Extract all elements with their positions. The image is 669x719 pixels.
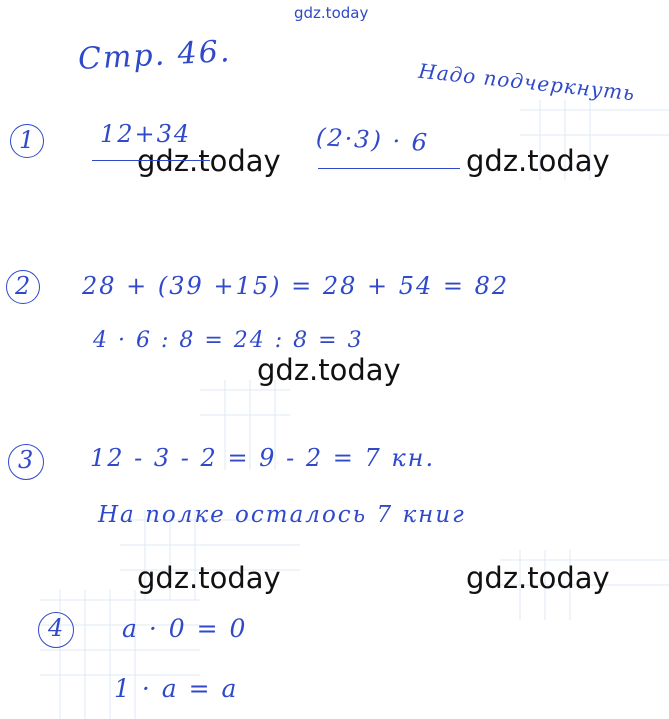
note-top-right: Надо подчеркнуть — [417, 58, 637, 106]
task2-line2: 4 · 6 : 8 = 24 : 8 = 3 — [93, 328, 364, 353]
underline — [92, 160, 210, 161]
watermark: gdz.today — [257, 353, 401, 387]
page-header: Стр. 46. — [77, 34, 233, 77]
task3-number: 3 — [18, 446, 36, 474]
task2-line1: 28 + (39 +15) = 28 + 54 = 82 — [82, 272, 510, 300]
watermark: gdz.today — [137, 144, 281, 178]
task4-line2: 1 · a = a — [114, 674, 239, 703]
task1-expr-b: (2·3) · 6 — [315, 123, 430, 157]
task3-line2: На полке осталось 7 книг — [98, 502, 466, 528]
task2-number: 2 — [15, 272, 33, 300]
task4-number: 4 — [48, 614, 66, 642]
underline — [318, 168, 460, 169]
watermark: gdz.today — [466, 561, 610, 595]
task1-expr-a: 12+34 — [100, 120, 192, 148]
watermark: gdz.today — [137, 561, 281, 595]
task4-line1: a · 0 = 0 — [122, 614, 248, 643]
watermark: gdz.today — [466, 144, 610, 178]
task3-line1: 12 - 3 - 2 = 9 - 2 = 7 кн. — [90, 444, 436, 472]
task1-number: 1 — [19, 126, 37, 154]
watermark-top: gdz.today — [294, 4, 369, 22]
